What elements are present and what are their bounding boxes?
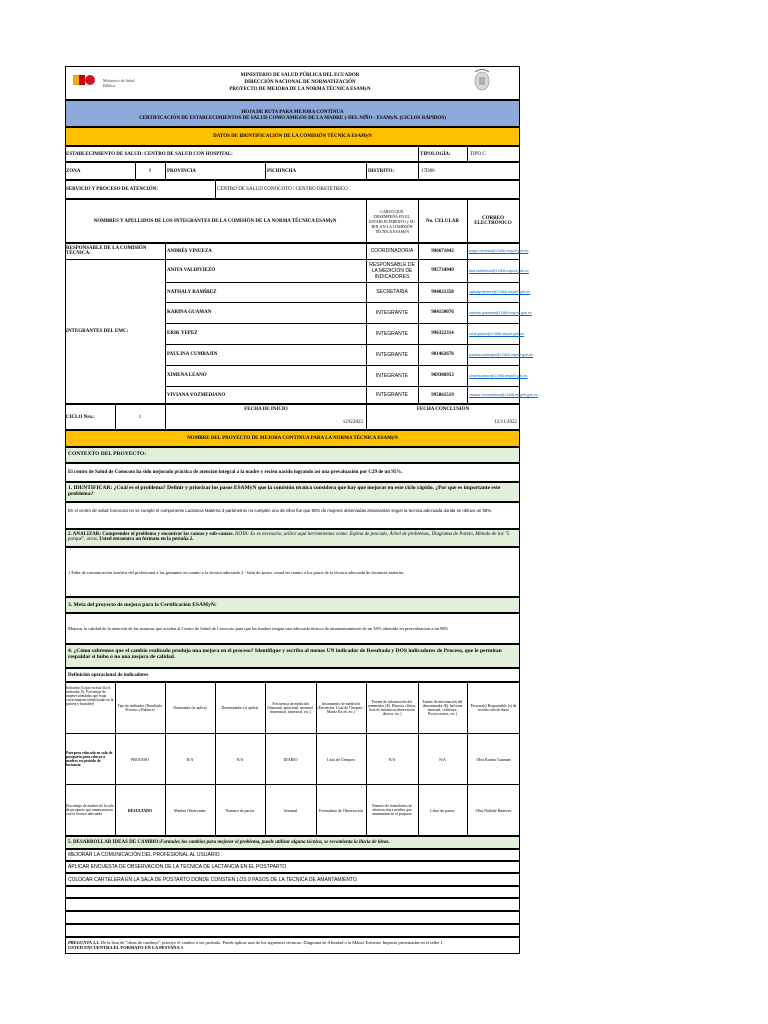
member-phone: 995861519 (431, 392, 454, 398)
idea-row: MEJORAR LA COMUNICACIÓN DEL PROFESIONAL AL USUARIO (65, 849, 520, 861)
s1-heading: 1. IDENTIFICAR: ¿Cuál es el problema? Definir y priorizar los pasos ESAMyN que la comisión técnica considera que hay que mejorar en este ciclo rápido. ¿Por que es importante este problema? (65, 482, 520, 502)
contexto-label: CONTEXTO DEL PROYECTO: (65, 447, 520, 463)
member-name: VIVIANA VOZMEDIANO (167, 392, 226, 398)
ciclo-label: CICLO Nro.: (66, 414, 95, 420)
footer-question-text: De la lista de "ideas de cambios", priorice el cambio a ser probado. Puede aplicar una de los siguientes técnicas: Diagrama de Afinidad o la Matriz Esfuerzo Impacto presentadas en el taller 1. (99, 940, 444, 945)
member-phone: 996322314 (431, 331, 454, 336)
member-role: INTEGRANTE (375, 392, 409, 398)
footer-tail: USTED ENCUENTRA EL FORMATO EN LA PESTAÑA 3 (68, 945, 183, 950)
title-project: PROYECTO DE MEJORA DE LA NORMA TÉCNICA ESAMyN (229, 87, 371, 92)
s2-heading-tail: Usted encuentra un formato en la pestaña 2. (98, 537, 194, 542)
ind-row-fuente-num: Numero de formularios de observación a madres que amamantan en el posparto (371, 804, 413, 816)
provincia-label: PROVINCIA (167, 168, 196, 174)
s2-heading (65, 529, 520, 547)
idea-row (65, 886, 520, 898)
ind-row-fuente-den: N/A (439, 756, 446, 762)
ind-row-denominador: Numero de partos (225, 807, 255, 813)
idea-row: APLICAR ENCUESTA DE OBSERVACION DE LA TECNICA DE LACTANCIA EN EL POSTPARTO (65, 861, 520, 873)
member-email-link[interactable]: ana.valdiviezo@17d06.mspz9.gob.ec (469, 268, 529, 273)
member-name: KARINA GUAMAN (167, 310, 212, 315)
s1-text: En el centro de salud Conocoto no se cumple el componente Lactancia Materna 3 parámetros no cumplen uno de ellos fue que 80% de mujeres observadas amamantan segun la tecnica adecuada donde se obtuvo un 58%. (65, 502, 520, 529)
idea-row: COLOCAR CARTELERA EN LA SALA DE POSTARTO DONDE CONSTEN LOS 9 PASOS DE LA TECNICA DE AMANTAMIENTO. (65, 873, 520, 886)
member-phone: 996671842 (431, 248, 454, 254)
member-role: RESPONSABLE DE LA MEDICIÓN DE INDICADORES (369, 261, 415, 280)
establishment-label: ESTABLECIMIENTO DE SALUD: CENTRO DE SALUD CON HOSPITAL: (66, 151, 233, 157)
ind-row-denominador: N/A (236, 756, 244, 762)
ind-header-denominador: Denominador (si aplica) (221, 706, 259, 710)
s3-text: Mejorar la calidad de la atención de las usuarias que acuden al Centro de Salud de Conocoto para que las madres tengan una adecuada técnica de amamantamiento de un 58% obtenido en preevaluacion a un 98% (65, 613, 520, 644)
member-phone: 981462678 (431, 352, 454, 357)
member-role: INTEGRANTE (375, 372, 409, 379)
member-email-link[interactable]: paulina.cumbajin@17d06.mspz9.gob.ec (469, 352, 533, 357)
member-email-link[interactable]: nathaly.ramirez@17d06.mspz9.gob.ec (469, 290, 531, 294)
tipologia-label: TIPOLOGÍA: (420, 151, 451, 157)
ind-header-responsable: Persona(s) Responsable (s) de recolección de datos (470, 704, 517, 712)
tipologia-value: TIPO C (470, 151, 486, 157)
ind-row-indicador: Porcentaje de madres de la sala de postparto que amamantaron con la técnica adecuada (66, 804, 114, 816)
title-direction: DIRECCIÓN NACIONAL DE NORMATIZACIÓN (244, 80, 356, 85)
members-names-header: NOMBRES Y APELLIDOS DE LOS INTEGRANTES DE LA COMISIÓN DE LA NORMA TÉCNICA ESAMyN (93, 218, 337, 224)
s2-text: 1 Falta de comunicación asertiva del profesional a las gestantes en cuanto a la técnica adecuada 2 - falta de apoyo visual en cuanto a los pasos de la técnica adecuada de lactancia materna. (65, 547, 520, 597)
idea-row (65, 911, 520, 924)
ind-header-fuente-num: Fuente de información del numerador (Ej. Historia clínica, lista de asistencia,observación directa, etc.) (367, 700, 417, 716)
idea-row (65, 924, 520, 937)
member-role: INTEGRANTE (375, 330, 409, 337)
member-name: XIMENA LEANO (167, 373, 207, 378)
distrito-label: DISTRITO: (368, 168, 395, 174)
contexto-text: El centro de Salud de Conocoto ha sido mejorado práctica de atención integral a la madre y recien nacido logrando así una prevaluación por C29 de un 95%. (65, 463, 520, 482)
ind-row-instrumento: Formulario de Observación (319, 807, 363, 813)
ind-row-numerador: N/A (186, 756, 194, 762)
s4-heading: 4. ¿Cómo sabremos que el cambio realizado produjo una mejora en el proceso? Identifique y escriba al menos UN indicador de Resultado y DOS indicadores de Proceso, que le permitan respaldar si hubo o no una mejora de calidad. (65, 644, 520, 668)
ind-row-frecuencia: Semanal (283, 807, 298, 813)
responsable-label: RESPONSABLE DE LA COMISIÓN TÉCNICA: (66, 246, 147, 256)
ministry-logo (72, 72, 106, 90)
fecha-conclusion-label: FECHA CONCLUSIÓN (416, 407, 470, 412)
member-phone: 969306953 (431, 373, 454, 378)
idea-row (65, 898, 520, 911)
banner-subtitle: CERTIFICACIÓN DE ESTABLECIMIENTOS DE SALUD COMO AMIGOS DE LA MADRE y DEL NIÑO - ESAMyN. (CICLOS RÁPIDOS) (139, 116, 446, 121)
member-name: NATHALY RAMÍREZ (167, 289, 217, 295)
s2-heading-note: NOTA: Es es necesario, utilice aquí herramientas como: Espina de pescado, Árbol de problemas, Diagrama de Pareto, Método de los "5 porqué", otras. (68, 532, 510, 542)
member-role: INTEGRANTE (375, 309, 409, 316)
member-phone: 994021358 (431, 289, 454, 295)
s3-heading: 3. Meta del proyecto de mejora para la Certificacion ESAMyN: (65, 597, 520, 613)
s4-def-label: Definición operacional de indicadores (65, 668, 520, 682)
member-email-link[interactable]: erick.yepez@17d06.mspz9.gob.ec (469, 331, 525, 336)
member-name: ANDRÉS VINUEZA (167, 248, 212, 254)
provincia-value: PICHINCHA (267, 168, 297, 174)
s2-heading-main: 2. ANALIZAR: Comprender el problema y encontrar las causas y sub-causas. (68, 532, 234, 537)
banner-title: HOJA DE RUTA PARA MEJORA CONTINUA (241, 110, 344, 115)
member-role: INTEGRANTE (375, 351, 409, 358)
ind-header-numerador: Numerador (si aplica) (173, 706, 207, 710)
s5-heading-note: Formules los cambios para mejorar el problema, puede utilizar alguna técnica, se recomienta la lluvia de ideas. (160, 840, 390, 845)
ind-row-responsable: Obst Karina Guaman (476, 756, 511, 762)
fecha-inicio-label: FECHA DE INICIO (244, 407, 288, 412)
ind-header-indicador: Indicador (Copie en esta fila el indicador. Ej. Porcentaje de mujeres atendidas que estan correctamente identificadas en la pulsera y brazalete) (66, 686, 114, 706)
fecha-conclusion-value: 12/11/2022 (494, 420, 517, 425)
s5-heading (65, 836, 520, 849)
distrito-value: 17D06 (421, 168, 435, 174)
footer-question (65, 937, 520, 954)
member-phone: 995734949 (431, 268, 454, 273)
zona-value: 9 (148, 168, 152, 174)
member-name: ANITA VALDIVIEZO (167, 268, 216, 273)
members-cargo-header: CARGO QUE DESEMPEÑA EN EL ESTABLECIMIENTO y SU ROL EN LA COMISIÓN TÉCNICA ESAMyN (369, 208, 415, 234)
ind-row-fuente-den: Libro de partos (430, 807, 455, 813)
member-name: ERIK YEPEZ (167, 331, 198, 336)
ind-row-numerador: Madres Observadas (174, 807, 206, 813)
member-email-link[interactable]: viviana.vozmediano@17d06.mspz9.gob.ec (469, 393, 538, 397)
ind-row-indicador: Puerpera educada en sala de postparto para educar a madres en periodo de lactancia (66, 751, 113, 767)
zona-label: ZONA (66, 168, 81, 174)
ind-row-responsable: Obst Nathaly Ramirez (475, 807, 512, 813)
logo-text: Ministerio de Salud Pública (103, 78, 135, 88)
id-section-title: DATOS DE IDENTIFICACIÓN DE LA COMISIÓN TÉCNICA ESAMyN (65, 127, 520, 146)
ind-row-instrumento: Lista de Chequeo (327, 756, 355, 762)
integrantes-label: INTEGRANTES DEL EMC: (66, 329, 129, 334)
member-role: SECRETARIA (376, 289, 408, 295)
member-email-link[interactable]: carmita.guaman@17d06.mspz9.gob.ec (469, 310, 532, 315)
ind-header-instrumento: Instrumento de medición (Encuestas, Lista de Chequeo / Matriz Excel, etc.) (317, 702, 365, 714)
servicio-value: CENTRO DE SALUD CONOCOTO / CENTRO OBSTETRICO (217, 187, 348, 192)
member-email-link[interactable]: edgar.vinueza@17d06.mspz9.gob.ec (469, 249, 529, 253)
ind-row-frecuencia: DIARIO (283, 756, 298, 762)
ind-row-tipo: PROCESO (130, 756, 149, 762)
footer-question-label: PREGUNTA 5.1. (68, 940, 100, 945)
title-ministry: MINISTERIO DE SALUD PÚBLICA DEL ECUADOR (240, 73, 360, 78)
ind-header-tipo: Tipo de indicador (Resultado, Proceso o Balance) (117, 704, 163, 712)
members-email-header: CORREO ELECTRÓNICO (474, 216, 512, 226)
member-role: COORDINADOR/A (370, 248, 414, 254)
member-name: PAULINA CUMBAJIN (167, 352, 218, 357)
s5-heading-main: 5. DESARROLLAR IDEAS DE CAMBIO: (68, 840, 161, 845)
ciclo-value: 1 (138, 414, 142, 420)
project-title: NOMBRE DEL PROYECTO DE MEJORA CONTINUA PARA LA NORMA TÉCNICA ESAMyN (65, 430, 520, 447)
member-email-link[interactable]: ximena.leano@17d06.mspz9.gob.ec (469, 373, 528, 378)
coat-of-arms-icon (472, 67, 492, 93)
ind-header-frecuencia: Frecuencia de medición (Semanal, quincenal, mensual, bimensual, trimestral, etc.) (267, 702, 314, 714)
servicio-label: SERVICIO Y PROCESO DE ATENCIÓN: (66, 187, 158, 192)
members-phone-header: No. CELULAR (425, 218, 460, 224)
member-phone: 984150076 (431, 310, 454, 315)
ind-row-fuente-num: N/A (388, 756, 396, 762)
ind-header-fuente-den: Fuente de información del denominador (Ej. Informe mensual, cobertura, Proyecciones, etc.) (422, 700, 463, 716)
ind-row-tipo: RESULTADO (127, 807, 153, 813)
fecha-inicio-value: 12/6/2022 (342, 420, 363, 425)
